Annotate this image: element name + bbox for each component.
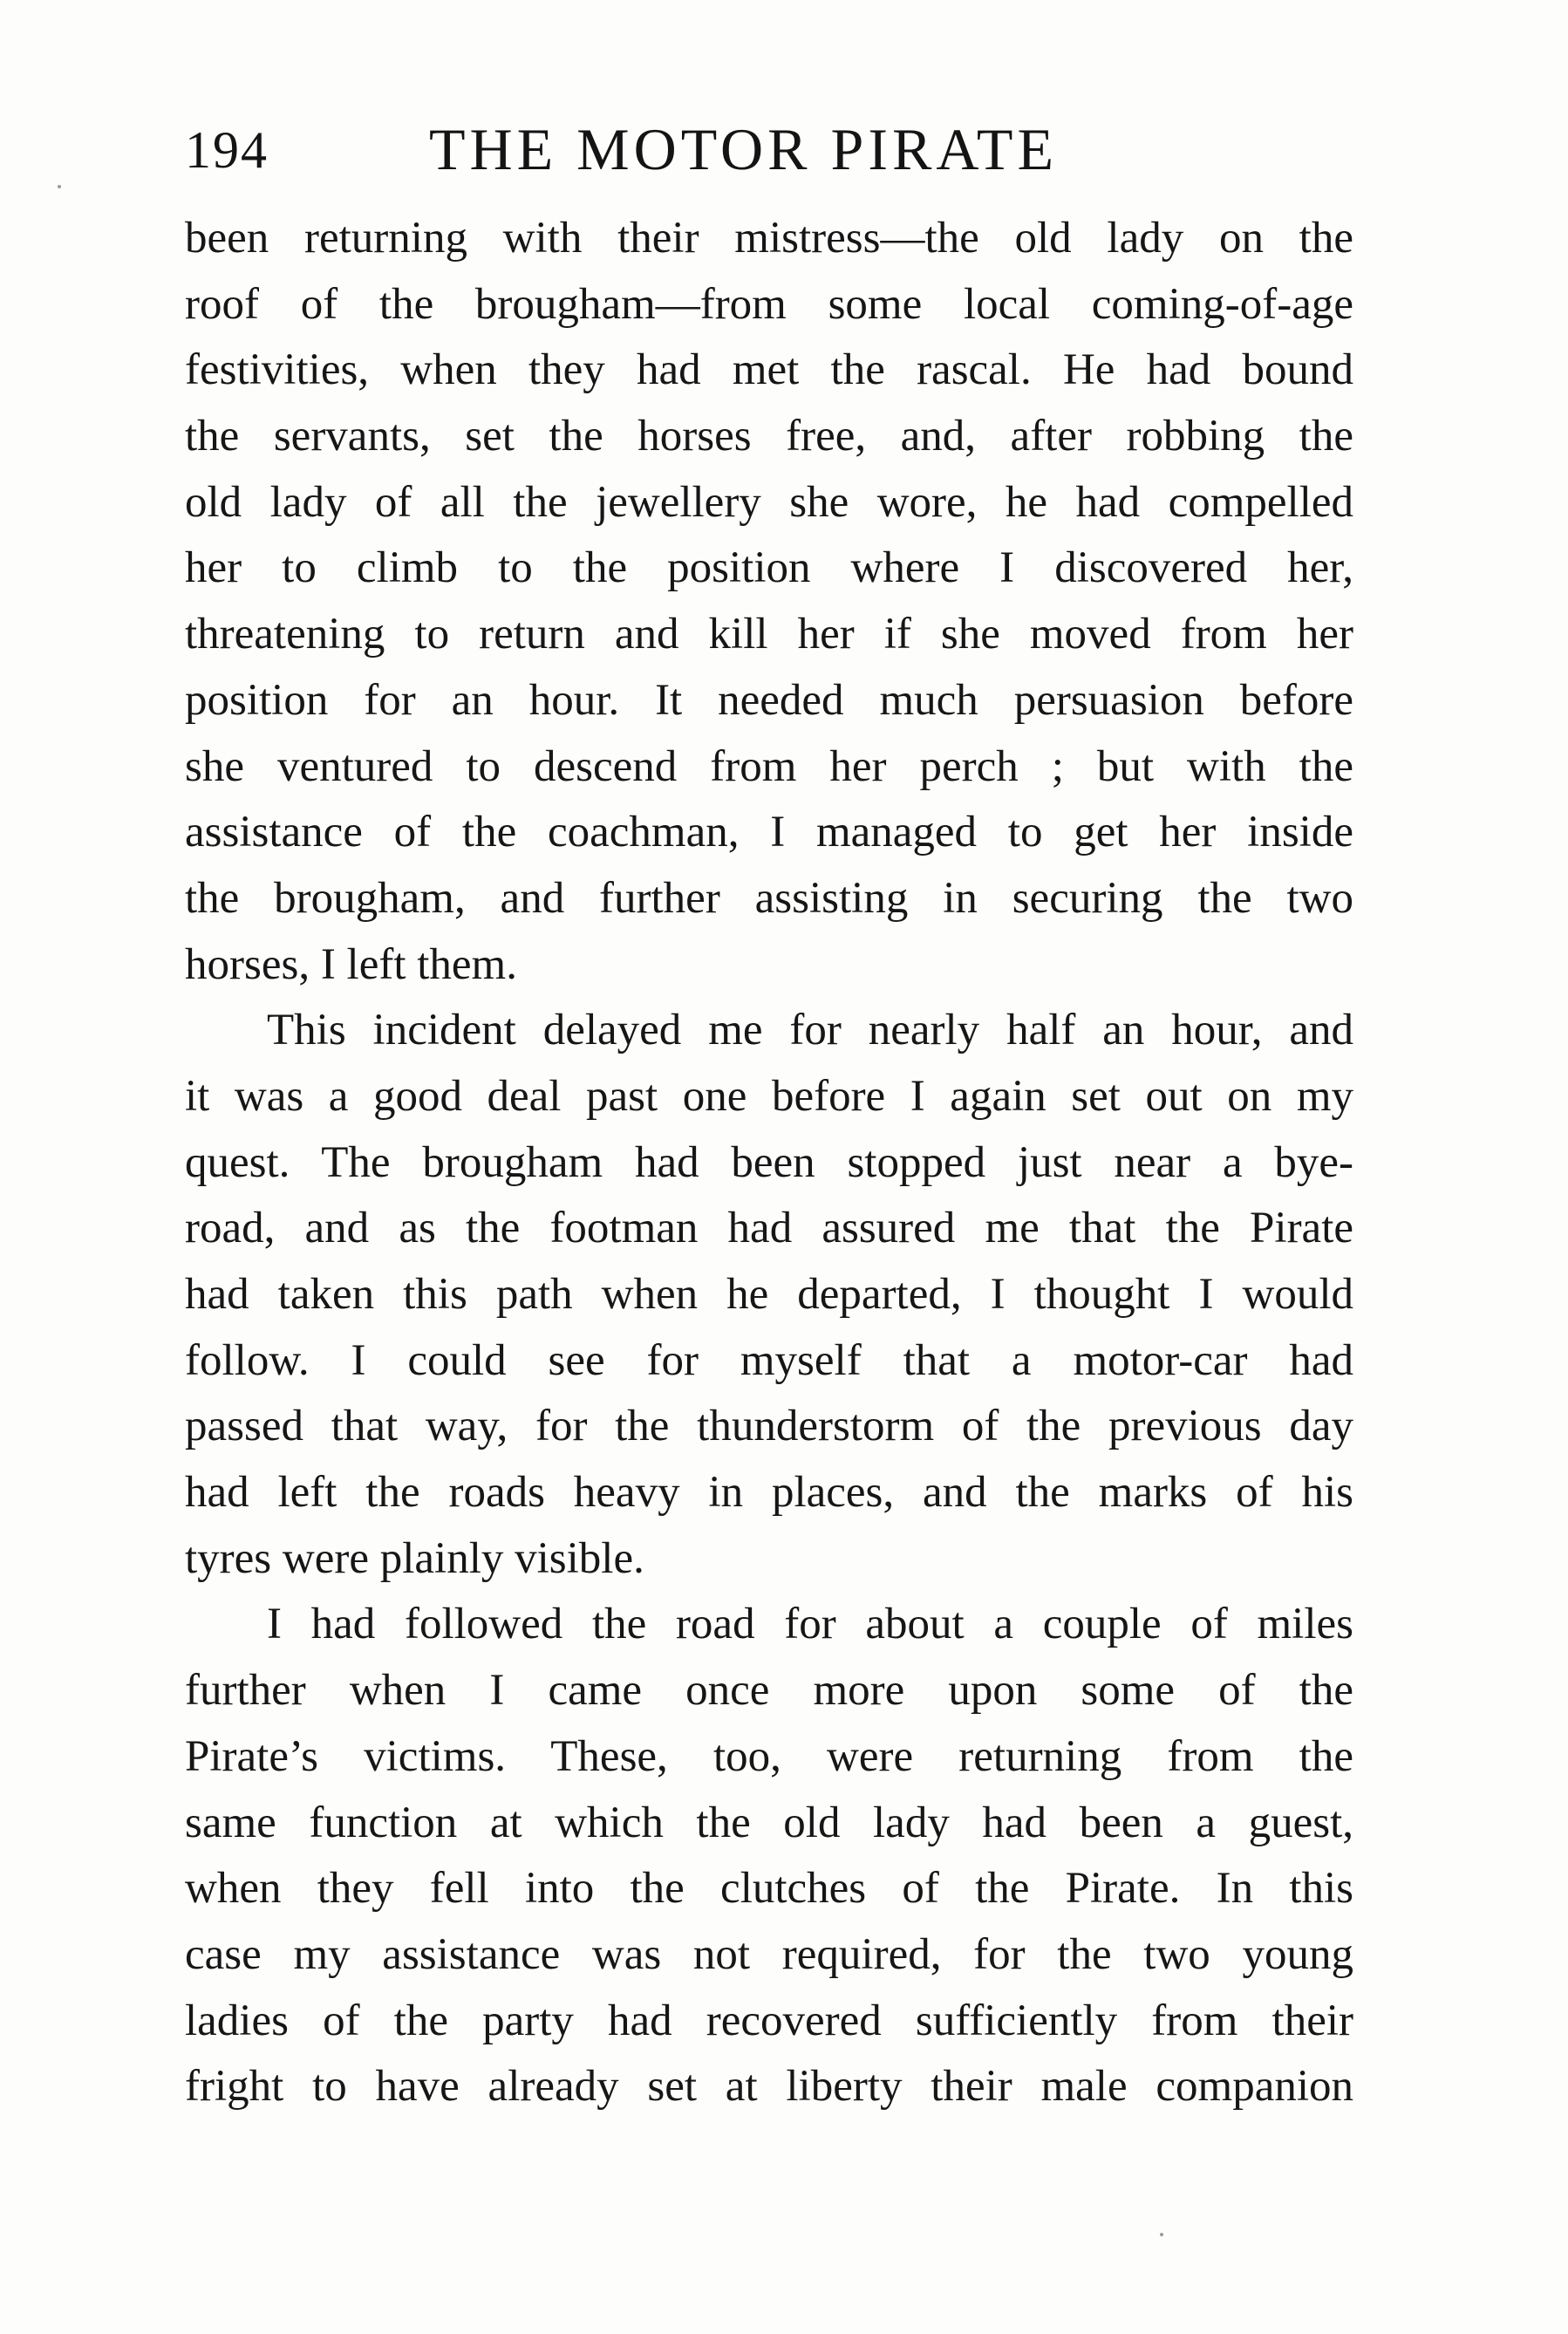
text-line: road, and as the footman had assured me that the Pirate — [185, 1204, 1353, 1253]
text-line: I had followed the road for about a couple of miles — [267, 1600, 1353, 1649]
text-line: when they fell into the clutches of the Pirate. In this — [185, 1864, 1353, 1914]
text-line: fright to have already set at liberty their male companion — [185, 2062, 1353, 2112]
text-line: position for an hour. It needed much persuasion before — [185, 675, 1353, 725]
text-line: festivities, when they had met the rascal. He had bound — [185, 345, 1353, 395]
text-line: assistance of the coachman, I managed to get her inside — [185, 808, 1353, 857]
text-line: This incident delayed me for nearly half an hour, and — [267, 1006, 1353, 1055]
text-line: passed that way, for the thunderstorm of the previous day — [185, 1402, 1353, 1451]
text-line: had left the roads heavy in places, and the marks of his — [185, 1468, 1353, 1518]
text-line: Pirate’s victims. These, too, were returning from the — [185, 1731, 1353, 1781]
text-line: threatening to return and kill her if she moved from her — [185, 610, 1353, 659]
text-line: further when I came once more upon some of the — [185, 1666, 1353, 1716]
page-number: 194 — [185, 121, 269, 179]
text-line: had taken this path when he departed, I thought I would — [185, 1270, 1353, 1319]
text-line: horses, I left them. — [185, 939, 517, 989]
text-line: tyres were plainly visible. — [185, 1533, 644, 1583]
text-line: she ventured to descend from her perch ; but with the — [185, 741, 1353, 791]
print-speck — [1160, 2233, 1163, 2236]
running-title: THE MOTOR PIRATE — [429, 116, 1058, 182]
text-line: old lady of all the jewellery she wore, he had compelled — [185, 477, 1353, 527]
text-line: case my assistance was not required, for the two young — [185, 1929, 1353, 1979]
text-line: the brougham, and further assisting in securing the two — [185, 873, 1353, 923]
paragraph — [185, 206, 1353, 998]
text-line: ladies of the party had recovered sufficiently from their — [185, 1996, 1353, 2045]
text-line: follow. I could see for myself that a motor-car had — [185, 1335, 1353, 1385]
paragraph — [185, 1592, 1353, 2120]
text-line: been returning with their mistress—the old lady on the — [185, 214, 1353, 263]
text-line: it was a good deal past one before I again set out on my — [185, 1071, 1353, 1121]
body-text — [185, 206, 1353, 2120]
text-line: quest. The brougham had been stopped just near a bye- — [185, 1137, 1353, 1187]
text-line: her to climb to the position where I discovered her, — [185, 543, 1353, 593]
text-line: the servants, set the horses free, and, after robbing the — [185, 412, 1353, 461]
print-speck — [58, 185, 61, 188]
text-line: same function at which the old lady had been a guest, — [185, 1798, 1353, 1847]
text-line: roof of the brougham—from some local coming-of-age — [185, 279, 1353, 329]
running-head — [185, 115, 1353, 202]
paragraph — [185, 998, 1353, 1592]
